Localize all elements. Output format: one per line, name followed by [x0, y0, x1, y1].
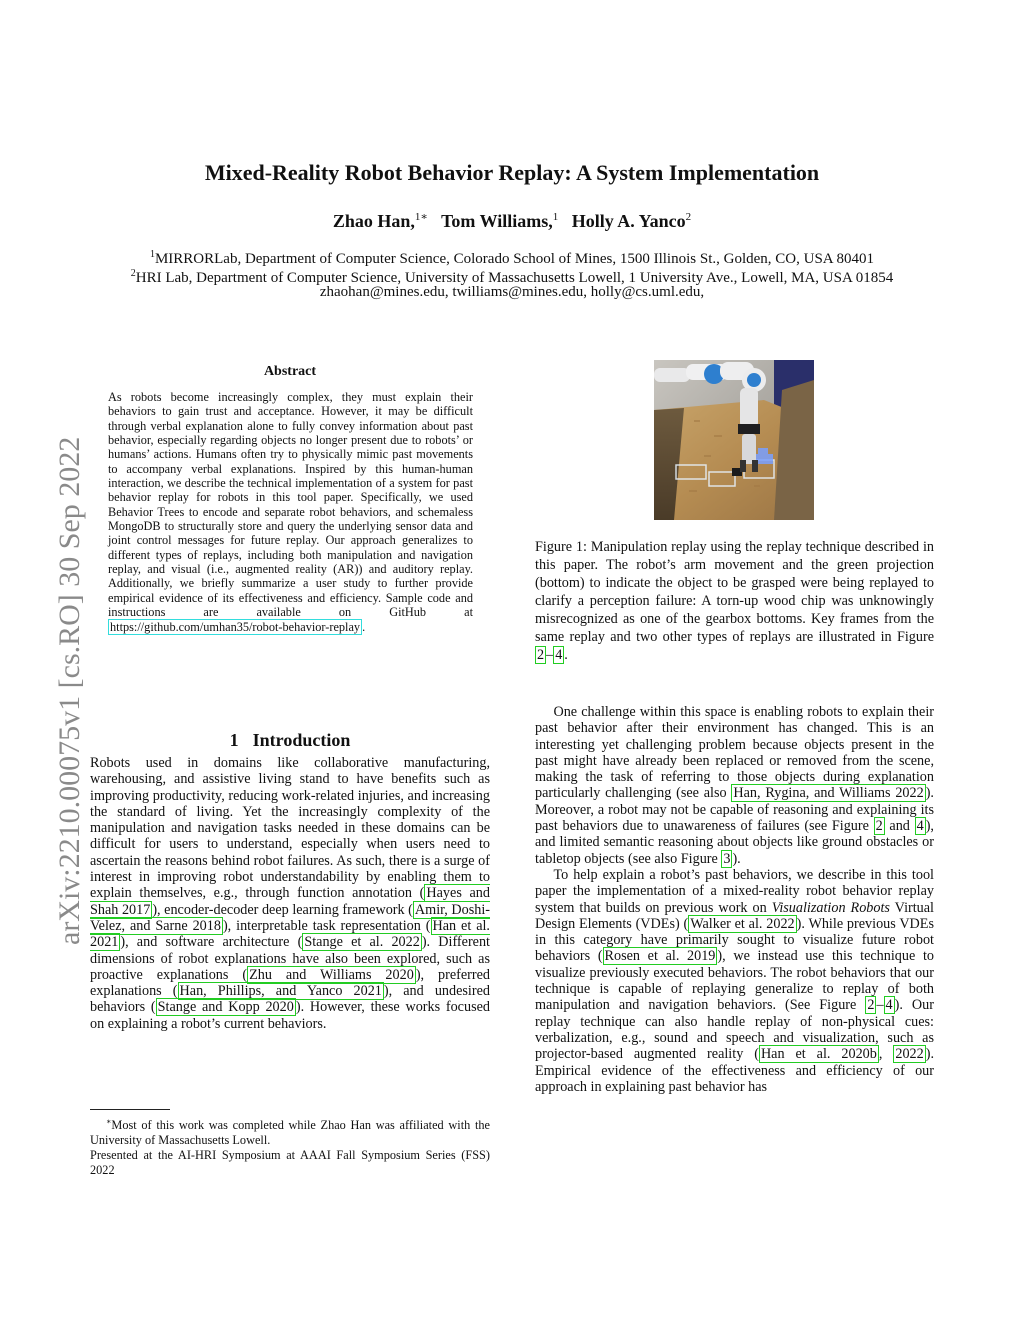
author-name: Tom Williams,: [441, 211, 553, 231]
citation-link[interactable]: Han, Phillips, and Yanco 2021: [179, 983, 382, 1000]
figure-ref-link[interactable]: 3: [723, 850, 731, 867]
citation-link[interactable]: Han, Rygina, and Williams 2022: [733, 785, 924, 802]
body-text: ). However, these works focused on explaining a robot’s current behaviors.: [90, 999, 490, 1032]
affiliation-mark: 2: [130, 268, 136, 279]
figure-1-caption: [535, 538, 934, 664]
body-text: ). While previous VDEs in this category have primarily sought to visualize future robot behaviors (: [535, 915, 934, 965]
body-text: ), encoder-decoder deep learning framework (: [152, 901, 413, 918]
body-text: ), interpretable task representation (: [222, 917, 431, 934]
body-text: ), and undesired behaviors (: [90, 983, 490, 1016]
body-text: ). Different dimensions of robot explanations have also been explored, such as proactive explanations (: [90, 934, 490, 983]
citation-link[interactable]: Stange et al. 2022: [304, 934, 420, 951]
body-text: ). Empirical evidence of the effectiveness and efficiency of our approach in explaining past behavior has: [535, 1046, 934, 1095]
author-list: [0, 210, 1024, 232]
abstract-text: As robots become increasingly complex, they must explain their behaviors to gain trust and acceptance. However, it may be difficult through verbal explanation alone to fully convey information about past behavior, especially regarding objects no longer present due to robots’ or humans’ actions. Humans often try to physically mimic past movements to accompany verbal explanations. Inspired by this human-human interaction, we describe the technical implementation of a system for past behavior replay for robots in this tool paper. Specifically, we used Behavior Trees to encode and separate robot behaviors, and schemaless MongoDB to structurally store and query the underlying sensor data and joint control messages for future replay. Our approach generalizes to different types of replays, including both manipulation and navigation replay, and visual (i.e., augmented reality (AR)) and auditory replay. Additionally, we briefly summarize a user study to further provide empirical evidence of its effectiveness and efficiency. Sample code and instructions are available on GitHub at: [108, 390, 473, 620]
body-text: ), preferred explanations (: [90, 966, 490, 1000]
citation-link[interactable]: Zhu and Williams 2020: [249, 966, 414, 983]
author-name: Holly A. Yanco: [571, 211, 686, 231]
caption-dash: –: [546, 647, 554, 663]
caption-text: Figure 1: Manipulation replay using the replay technique described in this paper. The robot’s arm movement and the green projection (bottom) to indicate the object to be grasped were being replayed to clarify a perception failure: A torn-up wood chip was unknowingly misrecognized as one of the gearbox bottoms. Key frames from the same replay and two other types of replays are illustrated in Figure: [535, 539, 934, 645]
body-text: ,: [878, 1046, 894, 1063]
figure-ref-link[interactable]: 4: [916, 818, 924, 835]
section-heading: [90, 730, 490, 751]
introduction-paragraph: [90, 755, 490, 1032]
footnote-rule: [90, 1109, 170, 1110]
arxiv-identifier: arXiv:2210.00075v1 [cs.RO] 30 Sep 2022: [53, 436, 86, 945]
footnote-venue: Presented at the AI-HRI Symposium at AAAI Fall Symposium Series (FSS) 2022: [90, 1148, 490, 1178]
figure-ref-link[interactable]: 4: [885, 997, 893, 1014]
citation-link[interactable]: Han et al. 2020b: [760, 1046, 877, 1063]
paragraph: [535, 704, 934, 867]
section-number: 1: [229, 730, 239, 750]
citation-link[interactable]: Han et al. 2021: [90, 917, 490, 951]
body-text: ).: [732, 850, 741, 867]
body-text: –: [876, 997, 884, 1014]
author-name: Zhao Han,: [332, 211, 415, 231]
body-text: To help explain a robot’s past behaviors, we describe in this tool paper the implementation of a mixed-reality robot behavior replay system that builds on previous work on: [535, 866, 934, 916]
citation-link[interactable]: Rosen et al. 2019: [604, 948, 716, 965]
citation-link[interactable]: Walker et al. 2022: [690, 915, 795, 932]
emphasis-text: Visualization Robots: [771, 899, 890, 916]
figure-ref-link[interactable]: 4: [555, 647, 563, 663]
body-text: Robots used in domains like collaborative manufacturing, warehousing, and assistive living stand to have benefits such as improving productivity, reducing work-related injuries, and increasing the standard of living. Yet the increasingly complexity of the manipulation and navigation tasks needed in these domains can be difficult for users to understand, especially when users need to ascertain the reasons behind robot failures. As such, there is a surge of interest in improving robot understandability by enabling them to explain themselves, e.g., through function annotation (: [90, 755, 490, 902]
body-text: One challenge within this space is enabling robots to explain their past behavior after their environment has changed. This is an interesting yet challenging problem because objects present in the past might have already been replaced or removed from the scene, making the task of referring to those objects during explanation particularly challenging (see also: [535, 704, 934, 802]
citation-link[interactable]: 2022: [895, 1046, 924, 1063]
body-text: ), and limited semantic reasoning about objects like ground obstacles or tabletop objects (see also Figure: [535, 818, 934, 867]
figure-1-image: [654, 360, 814, 520]
citation-link[interactable]: Hayes and Shah 2017: [90, 885, 490, 918]
github-link[interactable]: https://github.com/umhan35/robot-behavior-replay: [110, 619, 361, 634]
figure-ref-link[interactable]: 2: [537, 647, 545, 663]
body-text: and: [884, 818, 915, 835]
affiliation-mark: 1: [149, 249, 155, 260]
body-text: ). Moreover, a robot may not be capable of reasoning and explaining its past behaviors due to unawareness of failures (see Figure: [535, 785, 934, 835]
abstract-heading: Abstract: [263, 364, 317, 379]
footnote-mark: ∗: [105, 1117, 112, 1126]
right-column-text: [535, 704, 934, 1095]
citation-link[interactable]: Amir, Doshi-Velez, and Sarne 2018: [90, 901, 491, 934]
author-affiliation-mark: 1: [552, 211, 559, 223]
section-title: Introduction: [252, 730, 351, 750]
author-emails: zhaohan@mines.edu, twilliams@mines.edu, holly@cs.uml.edu,: [319, 284, 705, 300]
author-affiliation-mark: 1∗: [414, 211, 428, 223]
body-text: ), we instead use this technique to visualize previously executed behaviors. The robot behaviors that our technique is capable of replaying generalize to replay of both manipulation and navigation behaviors. (See Figure: [535, 948, 934, 1014]
affiliation-text: HRI Lab, Department of Computer Science, University of Massachusetts Lowell, 1 University Ave., Lowell, MA, USA 01854: [135, 270, 894, 286]
body-text: Virtual Design Elements (VDEs) (: [535, 899, 935, 932]
body-text: ), and software architecture (: [120, 934, 303, 951]
footnote-text: Most of this work was completed while Zhao Han was affiliated with the University of Massachusetts Lowell.: [90, 1118, 490, 1148]
affiliation-text: MIRRORLab, Department of Computer Science, Colorado School of Mines, 1500 Illinois St., Golden, CO, USA 80401: [154, 251, 875, 267]
paragraph: [535, 867, 934, 1095]
abstract-period: .: [362, 619, 366, 634]
robot-replay-photo: [654, 360, 814, 520]
abstract-body: [108, 390, 473, 634]
citation-link[interactable]: Stange and Kopp 2020: [157, 999, 294, 1016]
body-text: ). Our replay technique can also handle replay of non-physical cues: verbalization, e.g., sound and speech and visualization, such as projector-based augmented reality (: [535, 997, 934, 1063]
figure-ref-link[interactable]: 2: [867, 997, 875, 1014]
figure-ref-link[interactable]: 2: [875, 818, 883, 835]
paper-title: Mixed-Reality Robot Behavior Replay: A System Implementation: [204, 160, 820, 185]
footnote: [90, 1114, 490, 1178]
caption-period: .: [564, 647, 568, 663]
author-affiliation-mark: 2: [685, 211, 692, 223]
